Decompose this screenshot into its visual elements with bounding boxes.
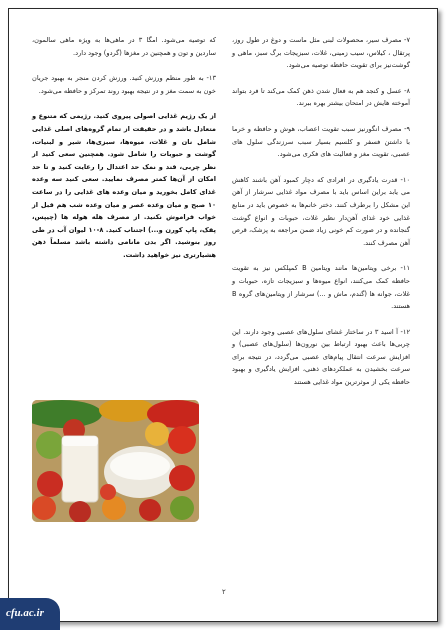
paragraph-13: ۱۳- به طور منظم ورزش کنید. ورزش کردن منجر به بهبود جریان خون به سمت مغز و در نتیجه بهبود روند تمرکز و حافظه می‌شود. [32, 74, 216, 95]
logo-text: cfu.ac.ir [6, 607, 44, 619]
right-column [232, 34, 410, 402]
paragraph-7: ۷- مصرف سیر، محصولات لبنی مثل ماست و دوغ در طول روز، پرتقال ، کیلاس، سیب زمینی، غلات، سبزیجات برگ سبز، ماهی و گوشت‌نیز برای تقویت حافظه توصیه می‌شود. [232, 36, 410, 70]
paragraph-12: ۱۲- آ‌ اسید ۳ در ساختار غشای سلول‌های عصبی وجود دارند. این چربی‌ها باعث بهبود ارتباط بین نورون‌ها (سلول‌های عصبی) و افزایش سرعت انتقال پیام‌های عصبی می‌گردد، در نتیجه برای سرعت بخشیدن به عملکردهای ذهنی، افزایش یادگیری و بهبود حافظه یکی از موثرترین مواد غذایی هستند [232, 327, 410, 387]
paragraph-10: ۱۰- قدرت یادگیری در افرادی که دچار کمبود آهن باشند کاهش می یابد براین اساس باید با مصرف مواد غذایی سرشار از آهن این مشکل را برطرف کنند. دختر خانم‌ها به خصوص باید در منابع غذایی خود غذای آهن‌دار نظیر غلات، حبوبات و انواع گوشت گنجانده و در صورت کم خونی زیاد ضمن مراجعه به پزشک، قرص آهن مصرف کنند. [232, 175, 410, 247]
paragraph-8: ۸- عسل و کنجد هم به فعال شدن ذهن کمک می‌کند تا فرد بتواند آموخته هایش در امتحان بیشتر بهره ببرند. [232, 86, 410, 108]
paragraph-12-continued: که توصیه می‌شود. امگا ۳ در ماهی‌ها به ویژه ماهی سالمون، ساردین و تون و همچنین در مغزها (گردو) وجود دارد. [32, 36, 216, 57]
page-number: ۲ [222, 588, 226, 596]
university-logo[interactable] [0, 598, 60, 630]
paragraph-9: ۹- مصرف انگور‌نیز سبب تقویت اعصاب، هوش و حافظه و خرما با داشتن فسفر و کلسیم بسیار سبب سرزندگی سلول های عصبی، تقویت مغز و فعالیت های فکری می‌شود. [232, 124, 410, 159]
left-column [32, 34, 216, 275]
diet-advice-paragraph: از یک رژیم غذایی اصولی پیروی کنید. رژیمی که متنوع و متعادل باشد و در حقیقت از تمام گروه‌های اصلی غذایی شامل نان و غلات، میوه‌ها، سبزی‌ها، شیر و لبنیات، گوشت و حبوبات را شامل شود. همچنین سعی کنید از نظر چربی، قند و نمک حد اعتدال را رعایت کنید و تا حد امکان از آن‌ها کمتر مصرف نمایید. سعی کنید سه وعده غذای کامل بخورید و میان وعده های غذایی را در ساعت ۱۰ صبح و میان وعده عصر و میان وعده شب هم قبل از خواب فراموش نکنید. از مصرف هله هوله ها (چیپس، پفک، پاپ کورن و...) اجتناب کنید. ۸-۱۰ لیوان آب در طی روز بنوشید. اگر بدن مانامی داشته باشد مسلماً ذهن هشیارتری نیز خواهید داشت. [32, 112, 216, 259]
food-illustration [32, 400, 199, 522]
paragraph-11: ۱۱- برخی ویتامین‌ها مانند ویتامین B کمپلکس‌ نیز به تقویت حافظه کمک می‌کنند، انواع میوه‌ها و سبزیجات تازه، حبوبات و غلات، جوانه ها (گندم، ماش و ...) سرشار از ویتامین‌های گروه B هستند. [232, 264, 410, 311]
healthy-food-photo [32, 400, 199, 522]
